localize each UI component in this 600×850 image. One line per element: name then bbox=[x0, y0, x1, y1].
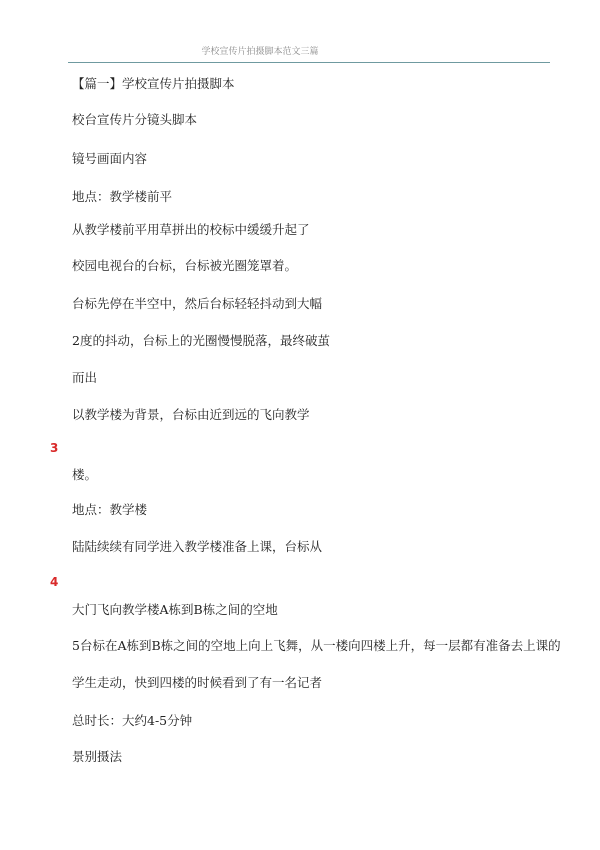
body-line: 总时长：大约4-5分钟 bbox=[72, 713, 193, 728]
body-line: 学生走动，快到四楼的时候看到了有一名记者 bbox=[72, 675, 323, 690]
body-line: 陆陆续续有同学进入教学楼准备上课，台标从 bbox=[72, 539, 323, 554]
header-divider bbox=[68, 62, 550, 63]
body-line: 以教学楼为背景，台标由近到远的飞向教学 bbox=[72, 407, 310, 422]
body-line: 从教学楼前平用草拼出的校标中缓缓升起了 bbox=[72, 222, 310, 237]
body-line: 大门飞向教学楼A栋到B栋之间的空地 bbox=[72, 602, 278, 617]
body-line: 台标先停在半空中，然后台标轻轻抖动到大幅 bbox=[72, 296, 323, 311]
page-header-title: 学校宣传片拍摄脚本范文三篇 bbox=[201, 47, 319, 57]
body-line: 景别摄法 bbox=[72, 749, 123, 764]
body-line: 地点：教学楼前平 bbox=[72, 189, 173, 204]
shot-number-marker: 3 bbox=[50, 441, 59, 455]
shot-number-marker: 4 bbox=[50, 575, 59, 589]
body-line: 校园电视台的台标，台标被光圈笼罩着。 bbox=[72, 258, 298, 273]
body-line: 而出 bbox=[72, 370, 98, 385]
body-line: 地点：教学楼 bbox=[72, 502, 148, 517]
body-line: 镜号画面内容 bbox=[72, 151, 148, 166]
body-line: 校台宣传片分镜头脚本 bbox=[72, 112, 198, 127]
body-line: 楼。 bbox=[72, 467, 98, 482]
section-title: 【篇一】学校宣传片拍摄脚本 bbox=[72, 76, 235, 91]
body-line: 5台标在A栋到B栋之间的空地上向上飞舞，从一楼向四楼上升，每一层都有准备去上课的 bbox=[72, 638, 561, 653]
body-line: 2度的抖动，台标上的光圈慢慢脱落，最终破茧 bbox=[72, 333, 330, 348]
